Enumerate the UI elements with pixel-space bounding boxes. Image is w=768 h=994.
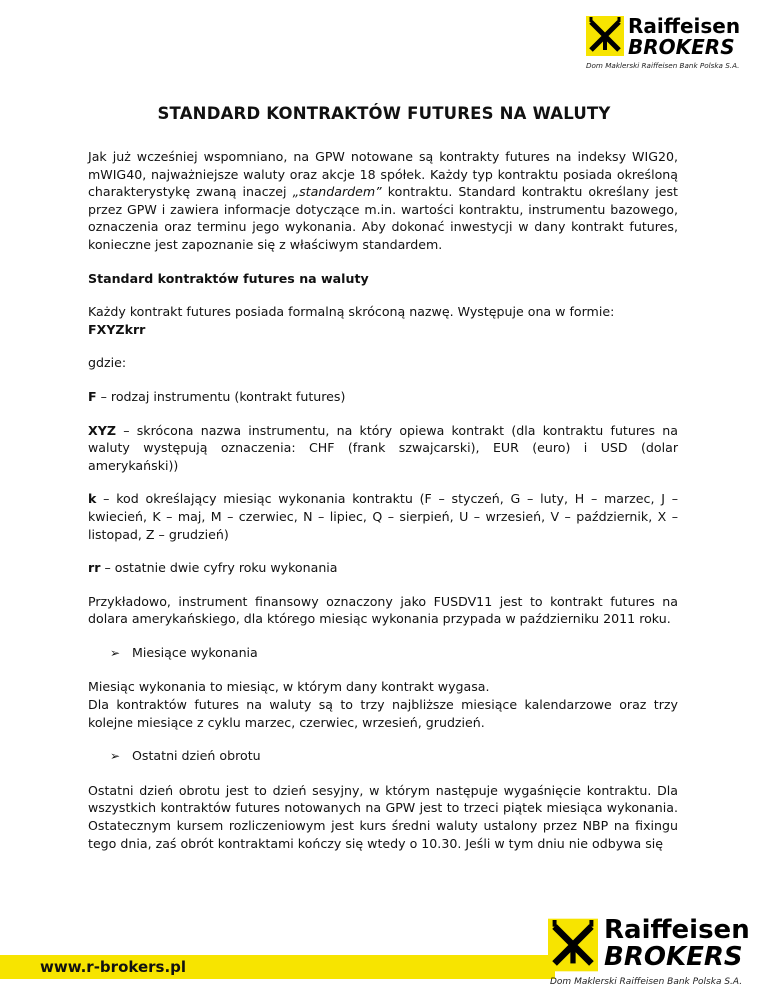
format-intro: Każdy kontrakt futures posiada formalną skróconą nazwę. Występuje ona w formie: (88, 304, 615, 320)
months-paragraph-1: Miesiąc wykonania to miesiąc, w którym dany kontrakt wygasa. (88, 679, 490, 695)
raiffeisen-brokers-logo-top (586, 14, 741, 70)
where-label: gdzie: (88, 355, 127, 371)
bullet-last-day: ➢ Ostatni dzień obrotu (110, 747, 678, 766)
brand-name-line2: BROKERS (604, 942, 743, 972)
brand-name-line1: Raiffeisen (628, 14, 741, 38)
example-paragraph: Przykładowo, instrument finansowy oznaczony jako FUSDV11 jest to kontrakt futures na dolara amerykańskiego, dla którego miesiąc wykonania przypada w październiku 2011 roku. (88, 593, 678, 627)
months-paragraph-2: Dla kontraktów futures na waluty są to trzy najbliższe miesiące kalendarzowe oraz trzy kolejne miesiące z cyklu marzec, czerwiec, wrzesień, grudzień. (88, 697, 678, 730)
bullet-months: ➢ Miesiące wykonania (110, 644, 678, 663)
format-code: FXYZkrr (88, 321, 146, 337)
intro-emphasis: „standardem” (292, 184, 382, 200)
document-body (88, 148, 678, 868)
definition-xyz: XYZ – skrócona nazwa instrumentu, na który opiewa kontrakt (dla kontraktu futures na waluty występują oznaczenia: CHF (frank szwajcarski), EUR (euro) i USD (dolar amerykański)) (88, 422, 678, 473)
brand-name-line1: Raiffeisen (604, 915, 750, 945)
definition-rr: rr – ostatnie dwie cyfry roku wykonania (88, 560, 338, 576)
footer-url: www.r-brokers.pl (40, 958, 187, 976)
brand-tagline: Dom Maklerski Raiffeisen Bank Polska S.A. (586, 61, 740, 70)
definition-f: F – rodzaj instrumentu (kontrakt futures) (88, 388, 346, 404)
definition-k: k – kod określający miesiąc wykonania kontraktu (F – styczeń, G – luty, H – marzec, J – kwiecień, K – maj, M – czerwiec, N – lipiec, Q – sierpień, U – wrzesień, V – październik, X – listopad, Z – grudzień) (88, 491, 678, 542)
brand-tagline: Dom Maklerski Raiffeisen Bank Polska S.A. (550, 977, 743, 987)
last-day-paragraph: Ostatni dzień obrotu jest to dzień sesyjny, w którym następuje wygaśnięcie kontraktu. Dla wszystkich kontraktów futures notowanych na GPW jest to trzeci piątek miesiąca wykonania. Ostatecznym kursem rozliczeniowym jest kurs średni waluty ustalony przez NBP na fixingu tego dnia, zaś obrót kontraktami kończy się wtedy o 10.30. Jeśli w tym dniu nie odbywa się (88, 782, 678, 851)
arrow-bullet-icon: ➢ (110, 645, 121, 660)
intro-paragraph: Jak już wcześniej wspomniano, na GPW notowane są kontrakty futures na indeksy WIG20, mWIG40, najważniejsze waluty oraz akcje 18 spółek. Każdy typ kontraktu posiada określoną charakterystykę zwaną inaczej „standardem” kontraktu. Standard kontraktu określany jest przez GPW i zawiera informacje dotyczące m.in. wartości kontraktu, instrumentu bazowego, oznaczenia oraz terminu jego wykonania. Aby dokonać inwestycji w dany kontrakt futures, konieczne jest zapoznanie się z właściwym standardem. (88, 149, 678, 252)
raiffeisen-gable-cross-icon (586, 16, 624, 56)
arrow-bullet-icon: ➢ (110, 749, 121, 764)
raiffeisen-gable-cross-icon (548, 918, 598, 972)
raiffeisen-brokers-logo-bottom (548, 915, 750, 988)
document-title: STANDARD KONTRAKTÓW FUTURES NA WALUTY (157, 104, 611, 123)
section-heading: Standard kontraktów futures na waluty (88, 270, 369, 286)
brand-name-line2: BROKERS (628, 35, 735, 59)
